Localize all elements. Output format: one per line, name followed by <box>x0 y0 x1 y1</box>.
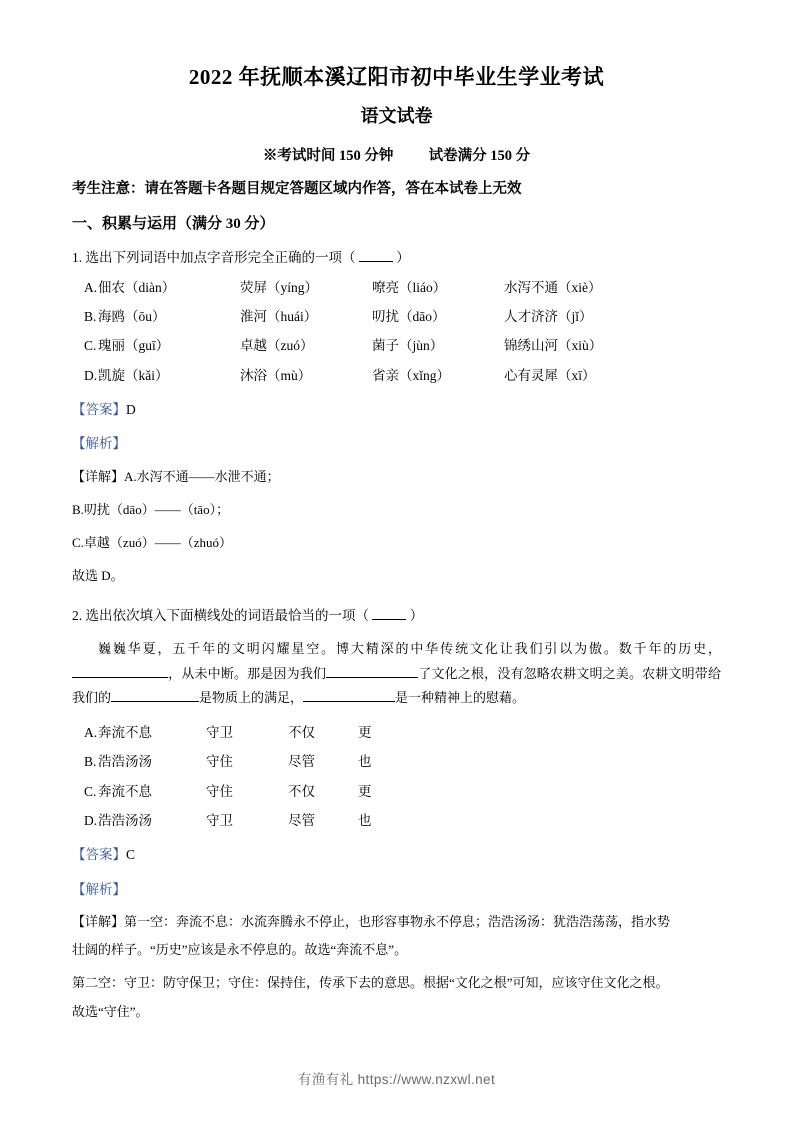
option-text: 水泻不通（xiè） <box>504 279 602 295</box>
option-text: 叨扰（dāo） <box>372 309 446 325</box>
question-2-answer <box>72 844 721 866</box>
option-text: 更 <box>358 783 372 799</box>
option-text: 尽管 <box>288 812 315 828</box>
question-1-detail-4: 故选 D。 <box>72 568 124 584</box>
question-1-option-c[interactable] <box>72 336 721 356</box>
option-label: B. <box>84 309 97 325</box>
option-text: 守住 <box>206 783 233 799</box>
question-2-option-b[interactable] <box>72 752 721 772</box>
option-text: 也 <box>358 754 372 770</box>
option-text: 人才济济（jǐ） <box>504 309 593 325</box>
question-2-stem-suffix: ） <box>409 608 424 624</box>
exam-time: ※考试时间 150 分钟 <box>262 147 394 164</box>
option-text: 佃农（diàn） <box>98 279 176 295</box>
option-text: 淮河（huái） <box>240 309 318 325</box>
question-1-stem <box>72 247 721 269</box>
option-label: A. <box>84 279 98 295</box>
question-1-analysis-tag <box>72 433 721 455</box>
option-text: 锦绣山河（xiù） <box>504 338 603 354</box>
page-subtitle: 语文试卷 <box>360 105 433 126</box>
analysis-tag: 【解析】 <box>72 881 126 897</box>
option-text: 也 <box>358 812 372 828</box>
question-2-stem-prefix: 2. 选出依次填入下面横线处的词语最恰当的一项（ <box>72 608 369 624</box>
option-text: 嘹亮（liáo） <box>372 279 447 295</box>
question-2-stem <box>72 605 721 627</box>
passage-part-1: 巍巍华夏，五千年的文明闪耀星空。博大精深的中华传统文化让我们引以为傲。数千年的历史， <box>98 641 721 656</box>
question-1-stem-suffix: ） <box>396 250 410 266</box>
passage-part-3: 了文化之根，没有忽略农耕文明之美。农耕文 <box>418 665 682 681</box>
question-2-answer-blank <box>372 619 406 620</box>
passage-part-5: 是物质上的满足， <box>199 690 304 706</box>
exam-info <box>72 144 721 165</box>
question-1-detail-2: B.叨扰（dāo）——（tāo）； <box>72 502 230 518</box>
option-text: 凯旋（kǎi） <box>98 367 169 383</box>
question-1-option-b[interactable] <box>72 307 721 327</box>
option-label: D. <box>84 812 98 828</box>
question-1-option-a[interactable] <box>72 278 721 298</box>
option-text: 菌子（jùn） <box>372 338 444 354</box>
question-2-detail-3: 第二空：守卫：防守保卫；守住：保持住，传承下去的意思。根据“文化之根”可知，应该守住文化之根。 <box>72 975 669 991</box>
passage-blank-2 <box>326 677 418 678</box>
option-text: 守住 <box>206 754 233 770</box>
question-2-analysis-tag <box>72 879 721 901</box>
question-2-detail-4: 故选“守住”。 <box>72 1003 149 1019</box>
answer-tag: 【答案】 <box>72 401 126 417</box>
passage-blank-3 <box>111 701 199 702</box>
option-label: B. <box>84 754 97 770</box>
answer-value: D <box>126 401 136 417</box>
question-2-passage <box>72 637 721 711</box>
question-1-answer <box>72 399 721 421</box>
answer-value: C <box>126 847 136 863</box>
passage-part-6: 是一种精神上的慰藉。 <box>395 690 526 706</box>
option-label: D. <box>84 367 98 383</box>
question-2-option-c[interactable] <box>72 782 721 802</box>
option-text: 卓越（zuó） <box>240 338 314 354</box>
option-text: 海鸥（ōu） <box>98 309 166 325</box>
option-text: 奔流不息 <box>98 725 152 741</box>
option-text: 更 <box>358 725 372 741</box>
exam-score: 试卷满分 150 分 <box>428 147 531 164</box>
option-text: 不仅 <box>288 725 315 741</box>
option-text: 不仅 <box>288 783 315 799</box>
question-2-detail-2: 壮阔的样子。“历史”应该是永不停息的。故选“奔流不息”。 <box>72 942 408 958</box>
option-text: 守卫 <box>206 725 233 741</box>
option-text: 守卫 <box>206 812 233 828</box>
option-label: C. <box>84 338 97 354</box>
question-1-detail-3: C.卓越（zuó）——（zhuó） <box>72 535 232 551</box>
option-text: 浩浩汤汤 <box>98 754 152 770</box>
question-2-option-d[interactable] <box>72 811 721 831</box>
passage-blank-1 <box>72 677 168 678</box>
candidate-notice: 考生注意：请在答题卡各题目规定答题区域内作答，答在本试卷上无效 <box>72 180 522 197</box>
option-text: 尽管 <box>288 754 315 770</box>
option-text: 瑰丽（guī） <box>98 338 170 354</box>
option-text: 奔流不息 <box>98 783 152 799</box>
question-1-stem-prefix: 1. 选出下列词语中加点字音形完全正确的一项（ <box>72 250 356 266</box>
passage-blank-4 <box>303 701 395 702</box>
answer-tag: 【答案】 <box>72 847 126 863</box>
passage-part-2: ，从未中断。那是因为我们 <box>168 665 327 681</box>
option-text: 浩浩汤汤 <box>98 812 152 828</box>
page-footer-watermark: 有渔有礼 https://www.nzxwl.net <box>297 1072 496 1087</box>
analysis-tag: 【解析】 <box>72 436 126 452</box>
question-1-option-d[interactable] <box>72 366 721 386</box>
question-1-answer-blank <box>359 261 393 262</box>
option-text: 荧屏（yíng） <box>240 279 319 295</box>
page-title: 2022 年抚顺本溪辽阳市初中毕业生学业考试 <box>188 65 605 89</box>
question-2-option-a[interactable] <box>72 723 721 743</box>
option-label: C. <box>84 783 97 799</box>
passage-part-4: 明带给我们的 <box>72 665 721 706</box>
option-text: 沐浴（mù） <box>240 367 312 383</box>
option-text: 省亲（xǐng） <box>372 367 451 383</box>
question-1-detail-1: 【详解】A.水泻不通——水泄不通； <box>72 469 280 485</box>
option-label: A. <box>84 725 98 741</box>
question-2-detail-1: 【详解】第一空：奔流不息：水流奔腾永不停止，也形容事物永不停息；浩浩汤汤：犹浩浩荡荡，指水势 <box>72 914 671 930</box>
section-heading-one: 一、积累与运用（满分 30 分） <box>72 216 275 233</box>
option-text: 心有灵犀（xī） <box>504 367 596 383</box>
